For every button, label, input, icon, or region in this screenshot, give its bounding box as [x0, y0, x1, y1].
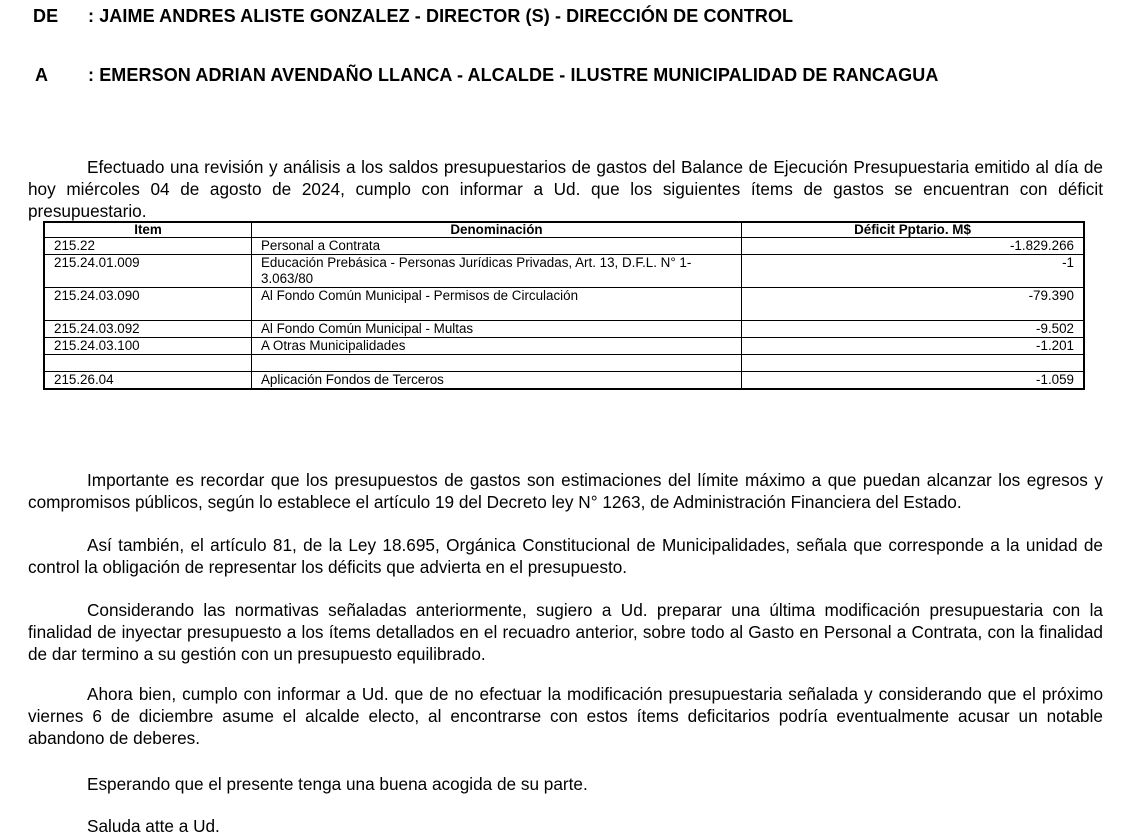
cell-deficit: [742, 355, 1085, 372]
table-header-row: [44, 222, 1084, 238]
cell-denominacion: Al Fondo Común Municipal - Multas: [252, 321, 742, 338]
header-denominacion: Denominación: [252, 222, 742, 238]
cell-deficit: -79.390: [742, 288, 1085, 321]
cell-item: 215.24.03.090: [44, 288, 252, 321]
table-row: [44, 321, 1084, 338]
table-row-empty: [44, 355, 1084, 372]
cell-deficit: -1.829.266: [742, 238, 1085, 255]
paragraph-suggestion: Considerando las normativas señaladas anteriormente, sugiero a Ud. preparar una última modificación presupuestaria con la finalidad de inyectar presupuesto a los ítems detallados en el recuadro anterior, sobre todo al Gasto en Personal a Contrata, con la finalidad de dar termino a su gestión con un presupuesto equilibrado.: [28, 600, 1103, 665]
header-item: Item: [44, 222, 252, 238]
cell-denominacion: Personal a Contrata: [252, 238, 742, 255]
cell-item: 215.26.04: [44, 372, 252, 390]
to-value: : EMERSON ADRIAN AVENDAÑO LLANCA - ALCALDE - ILUSTRE MUNICIPALIDAD DE RANCAGUA: [88, 65, 939, 85]
paragraph-warning: Ahora bien, cumplo con informar a Ud. que de no efectuar la modificación presupuestaria señalada y considerando que el próximo viernes 6 de diciembre asume el alcalde electo, al encontrarse con estos ítems deficitarios podría eventualmente acusar un notable abandono de deberes.: [28, 684, 1103, 749]
table-row: [44, 372, 1084, 390]
to-line: [33, 65, 938, 86]
paragraph-budget-limits: Importante es recordar que los presupuestos de gastos son estimaciones del límite máximo a que puedan alcanzar los egresos y compromisos públicos, según lo establece el artículo 19 del Decreto ley N° 1263, de Administración Financiera del Estado.: [28, 470, 1103, 513]
to-label: A: [35, 65, 49, 85]
cell-item: 215.24.01.009: [44, 255, 252, 288]
table-row: [44, 255, 1084, 288]
table-row: [44, 238, 1084, 255]
paragraph-closing: Esperando que el presente tenga una buena acogida de su parte.: [87, 774, 588, 795]
cell-item: 215.22: [44, 238, 252, 255]
cell-denominacion: Educación Prebásica - Personas Jurídicas Privadas, Art. 13, D.F.L. N° 1-3.063/80: [252, 255, 742, 288]
cell-deficit: -1.201: [742, 338, 1085, 355]
paragraph-law-18695: Así también, el artículo 81, de la Ley 18.695, Orgánica Constitucional de Municipalidades, señala que corresponde a la unidad de control la obligación de representar los déficits que advierta en el presupuesto.: [28, 535, 1103, 578]
table-row: [44, 288, 1084, 321]
cell-deficit: -1.059: [742, 372, 1085, 390]
deficit-table: [43, 221, 1085, 390]
from-line: [33, 6, 793, 27]
from-label: DE: [33, 6, 59, 26]
cell-item: [44, 355, 252, 372]
intro-paragraph: Efectuado una revisión y análisis a los saldos presupuestarios de gastos del Balance de Ejecución Presupuestaria emitido al día de hoy miércoles 04 de agosto de 2024, cumplo con informar a Ud. que los siguientes ítems de gastos se encuentran con déficit presupuestario.: [28, 157, 1103, 222]
header-deficit: Déficit Pptario. M$: [742, 222, 1085, 238]
cell-denominacion: [252, 355, 742, 372]
cell-deficit: -1: [742, 255, 1085, 288]
cell-item: 215.24.03.092: [44, 321, 252, 338]
cell-deficit: -9.502: [742, 321, 1085, 338]
cell-denominacion: A Otras Municipalidades: [252, 338, 742, 355]
table-row: [44, 338, 1084, 355]
from-value: : JAIME ANDRES ALISTE GONZALEZ - DIRECTOR (S) - DIRECCIÓN DE CONTROL: [88, 6, 794, 26]
cell-item: 215.24.03.100: [44, 338, 252, 355]
signoff: Saluda atte a Ud.: [87, 816, 220, 837]
cell-denominacion: Al Fondo Común Municipal - Permisos de Circulación: [252, 288, 742, 321]
cell-denominacion: Aplicación Fondos de Terceros: [252, 372, 742, 390]
